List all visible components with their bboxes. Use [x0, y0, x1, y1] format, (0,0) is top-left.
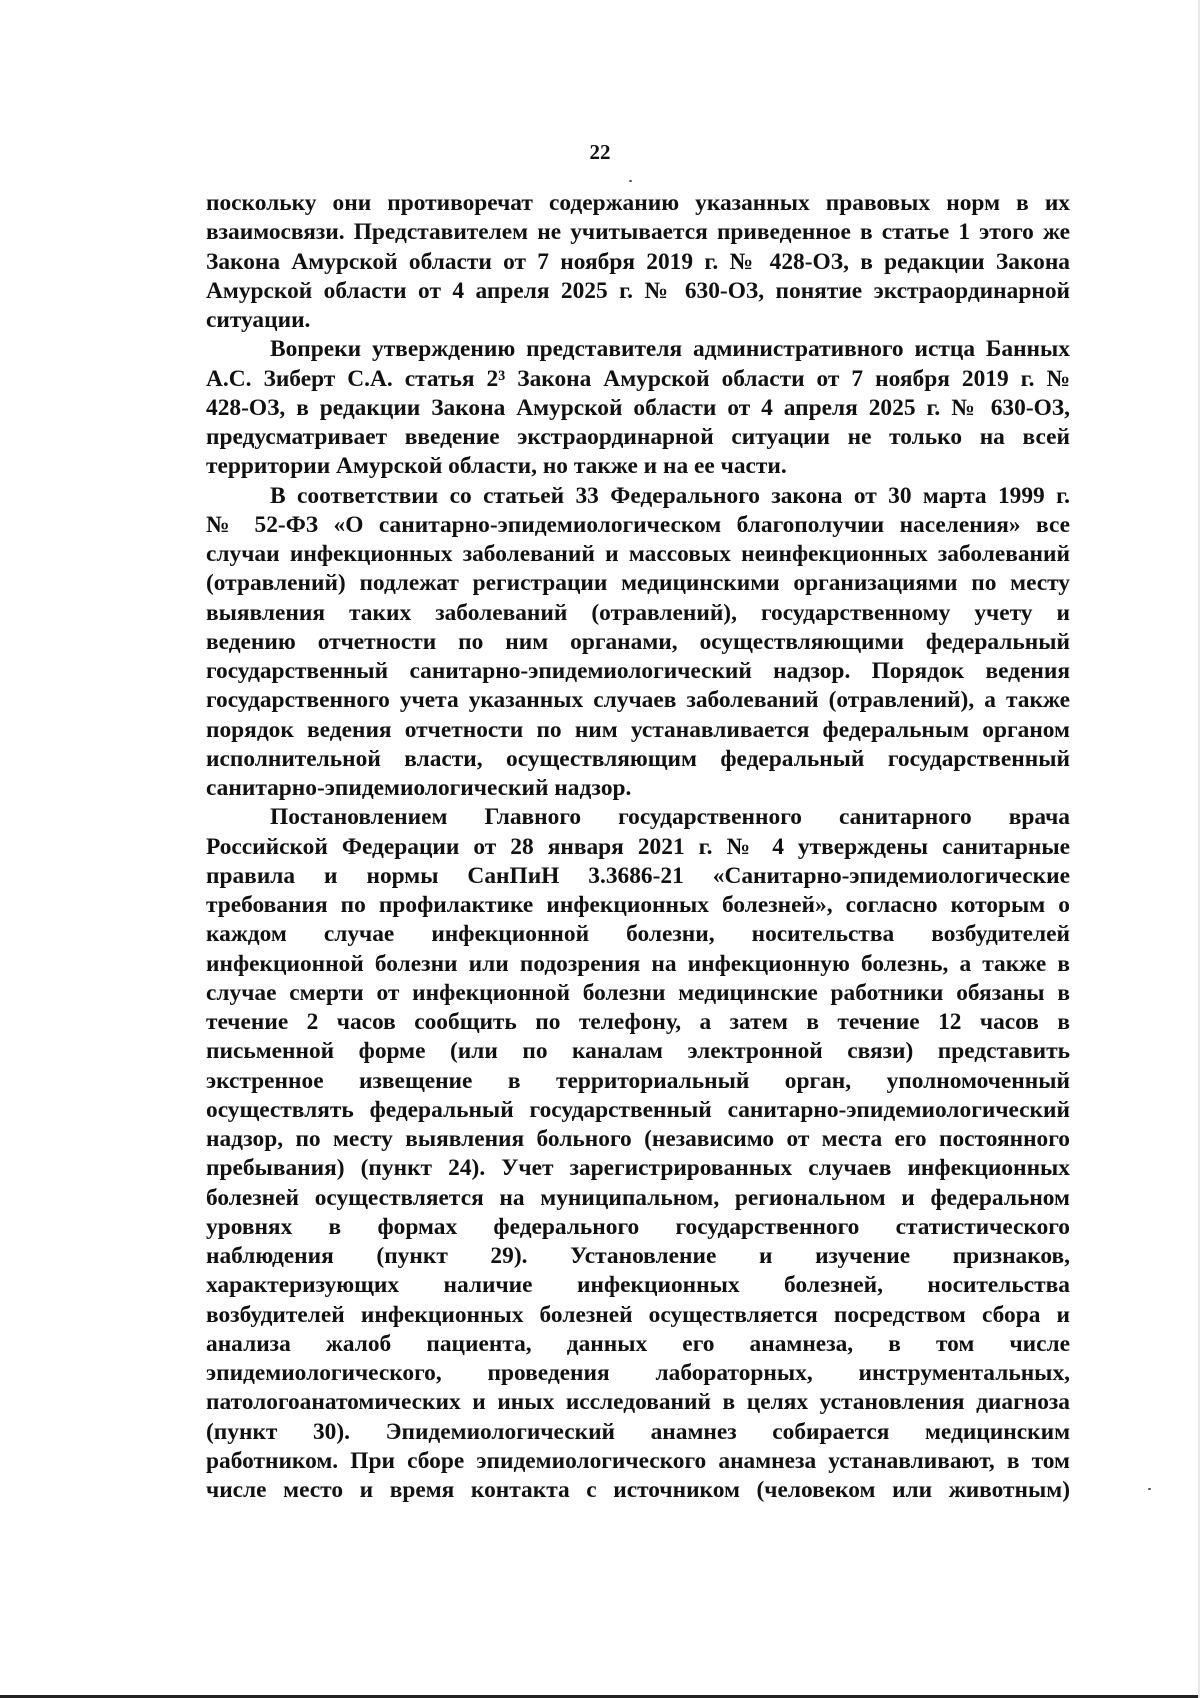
text-line: (отравлений) подлежат регистрации медицинскими организациями по месту: [206, 570, 1070, 597]
text-line: (пункт 30). Эпидемиологический анамнез собирается медицинским: [206, 1418, 1070, 1445]
text-line: государственный санитарно-эпидемиологический надзор. Порядок ведения: [206, 658, 1070, 684]
text-line: 428-ОЗ, в редакции Закона Амурской области от 4 апреля 2025 г. № 630-ОЗ,: [206, 394, 1070, 421]
text-line: предусматривает введение экстраординарной ситуации не только на всей: [206, 424, 1070, 450]
text-line: ситуации.: [206, 307, 311, 333]
text-line: Амурской области от 4 апреля 2025 г. № 630-ОЗ, понятие экстраординарной: [206, 277, 1070, 304]
text-line: возбудителей инфекционных болезней осуществляется посредством сбора и: [206, 1301, 1070, 1328]
text-line: исполнительной власти, осуществляющим федеральный государственный: [206, 745, 1070, 772]
text-line: характеризующих наличие инфекционных болезней, носительства: [206, 1272, 1070, 1299]
text-line: надзор, по месту выявления больного (независимо от места его постоянного: [206, 1126, 1070, 1152]
text-line: инфекционной болезни или подозрения на инфекционную болезнь, а также в: [206, 950, 1070, 977]
text-line: поскольку они противоречат содержанию указанных правовых норм в их: [206, 190, 1070, 216]
text-line: порядок ведения отчетности по ним устанавливается федеральным органом: [206, 716, 1070, 743]
text-line: анализа жалоб пациента, данных его анамнеза, в том числе: [206, 1330, 1070, 1357]
page-number: 22: [589, 140, 611, 164]
text-line: болезней осуществляется на муниципальном, региональном и федеральном: [206, 1184, 1070, 1211]
text-line: работником. При сборе эпидемиологического анамнеза устанавливают, в том: [206, 1447, 1070, 1474]
text-line: государственного учета указанных случаев заболеваний (отравлений), а также: [206, 687, 1070, 714]
text-line: Закона Амурской области от 7 ноября 2019 г. № 428-ОЗ, в редакции Закона: [206, 248, 1070, 275]
body-text: [206, 189, 1070, 1505]
text-line: А.С. Зиберт С.А. статья 2³ Закона Амурской области от 7 ноября 2019 г. №: [206, 365, 1070, 392]
text-line: числе место и время контакта с источником (человеком или животным): [206, 1477, 1070, 1503]
text-line: письменной форме (или по каналам электронной связи) представить: [206, 1038, 1070, 1065]
text-line: № 52-ФЗ «О санитарно-эпидемиологическом благополучии населения» все: [206, 511, 1070, 538]
text-line: В соответствии со статьей 33 Федерального закона от 30 марта 1999 г.: [270, 482, 1070, 509]
text-line: эпидемиологического, проведения лабораторных, инструментальных,: [206, 1360, 1070, 1386]
text-line: осуществлять федеральный государственный санитарно-эпидемиологический: [206, 1096, 1070, 1123]
text-line: санитарно-эпидемиологический надзор.: [206, 775, 632, 801]
text-line: Российской Федерации от 28 января 2021 г. № 4 утверждены санитарные: [206, 833, 1070, 860]
text-line: Постановлением Главного государственного санитарного врача: [270, 804, 1070, 831]
text-line: каждом случае инфекционной болезни, носительства возбудителей: [206, 921, 1070, 948]
text-line: взаимосвязи. Представителем не учитывается приведенное в статье 1 этого же: [206, 219, 1070, 246]
text-line: Вопреки утверждению представителя административного истца Банных: [270, 336, 1070, 363]
text-line: случаи инфекционных заболеваний и массовых неинфекционных заболеваний: [206, 541, 1070, 567]
text-line: случае смерти от инфекционной болезни медицинские работники обязаны в: [206, 979, 1070, 1006]
text-line: территории Амурской области, но также и на ее части.: [206, 453, 787, 480]
text-line: наблюдения (пункт 29). Установление и изучение признаков,: [206, 1243, 1070, 1269]
text-line: ведению отчетности по ним органами, осуществляющими федеральный: [206, 628, 1070, 655]
text-line: уровнях в формах федерального государственного статистического: [206, 1213, 1070, 1240]
scan-speck: [629, 180, 632, 182]
scan-speck: [1148, 1488, 1151, 1490]
text-line: патологоанатомических и иных исследований в целях установления диагноза: [206, 1389, 1070, 1416]
text-line: экстренное извещение в территориальный орган, уполномоченный: [206, 1067, 1070, 1094]
text-line: требования по профилактике инфекционных болезней», согласно которым о: [206, 892, 1070, 918]
text-line: выявления таких заболеваний (отравлений), государственному учету и: [206, 599, 1070, 626]
text-line: правила и нормы СанПиН 3.3686-21 «Санитарно-эпидемиологические: [206, 862, 1070, 889]
text-line: пребывания) (пункт 24). Учет зарегистрированных случаев инфекционных: [206, 1155, 1070, 1182]
text-line: течение 2 часов сообщить по телефону, а затем в течение 12 часов в: [206, 1009, 1070, 1035]
